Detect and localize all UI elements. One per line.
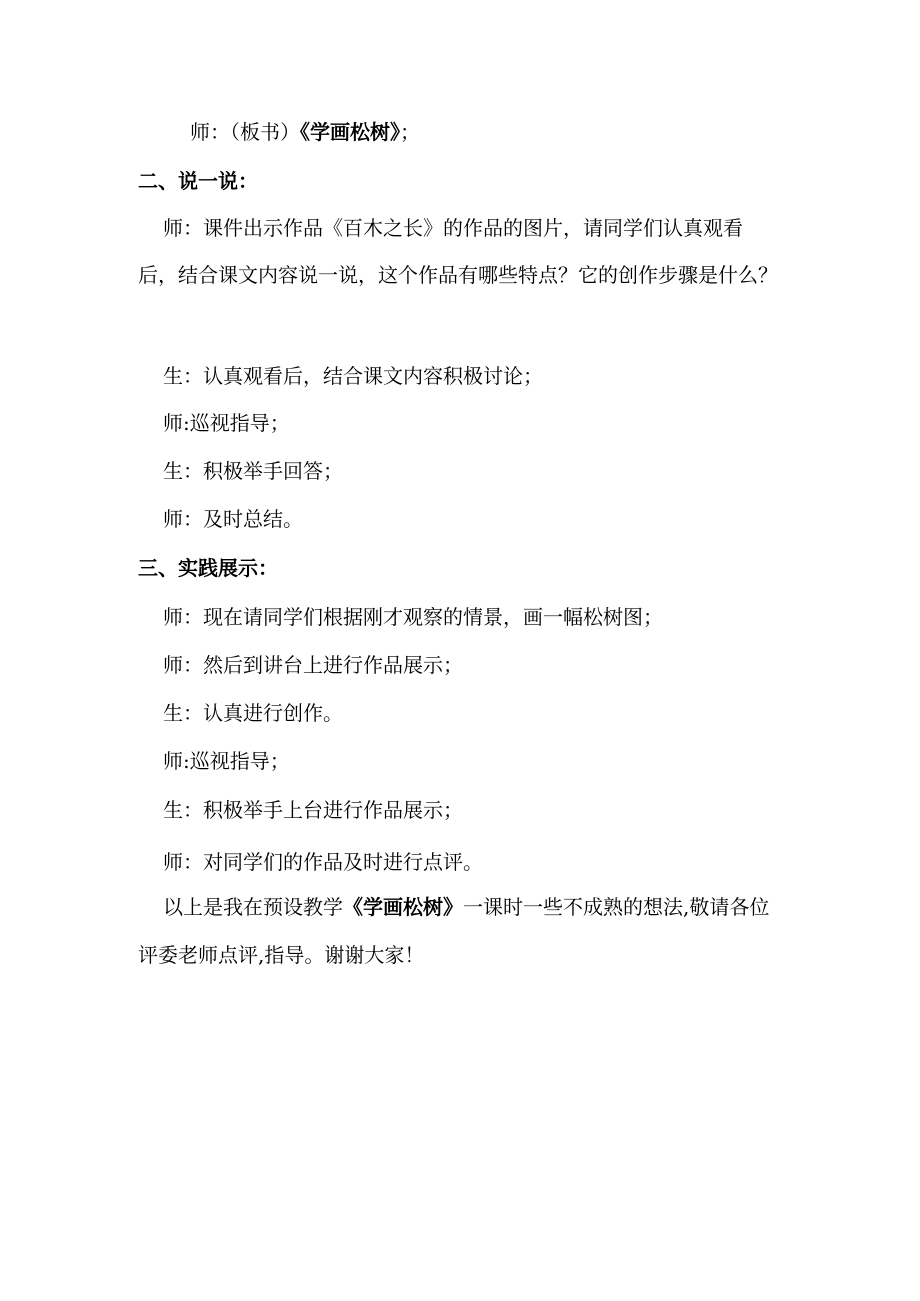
teacher-present-line: 师：然后到讲台上进行作品展示； bbox=[163, 653, 463, 677]
section-heading-practice: 三、实践展示： bbox=[138, 556, 278, 580]
student-present-line: 生：积极举手上台进行作品展示； bbox=[163, 798, 463, 822]
teacher-guide-line: 师:巡视指导； bbox=[163, 411, 290, 435]
student-discuss-line: 生：认真观看后，结合课文内容积极讨论； bbox=[163, 364, 543, 388]
board-writing-line bbox=[190, 118, 850, 146]
closing-paragraph bbox=[138, 883, 783, 979]
closing-text-b: 一课时一些不成熟的想法,敬请各位评委老师点评,指导。谢谢大家！ bbox=[138, 895, 770, 967]
student-answer-line: 生：积极举手回答； bbox=[163, 459, 343, 483]
section-heading-discuss: 二、说一说： bbox=[138, 169, 258, 193]
closing-text-a: 以上是我在预设教学 bbox=[163, 895, 343, 919]
board-writing-suffix: ； bbox=[400, 120, 420, 144]
teacher-draw-line: 师：现在请同学们根据刚才观察的情景，画一幅松树图； bbox=[163, 605, 663, 629]
closing-lesson-title: 《学画松树》 bbox=[343, 895, 463, 919]
teacher-review-line: 师：对同学们的作品及时进行点评。 bbox=[163, 850, 483, 874]
teacher-instruction-paragraph: 师：课件出示作品《百木之长》的作品的图片，请同学们认真观看后，结合课文内容说一说，这个作品有哪些特点？它的创作步骤是什么？ bbox=[138, 216, 778, 287]
student-create-line: 生：认真进行创作。 bbox=[163, 701, 343, 725]
teacher-summary-line: 师：及时总结。 bbox=[163, 507, 303, 531]
lesson-title: 《学画松树》 bbox=[300, 120, 400, 144]
board-writing-prefix: 师：（板书） bbox=[190, 120, 300, 144]
teacher-guide-line-2: 师:巡视指导； bbox=[163, 749, 290, 773]
